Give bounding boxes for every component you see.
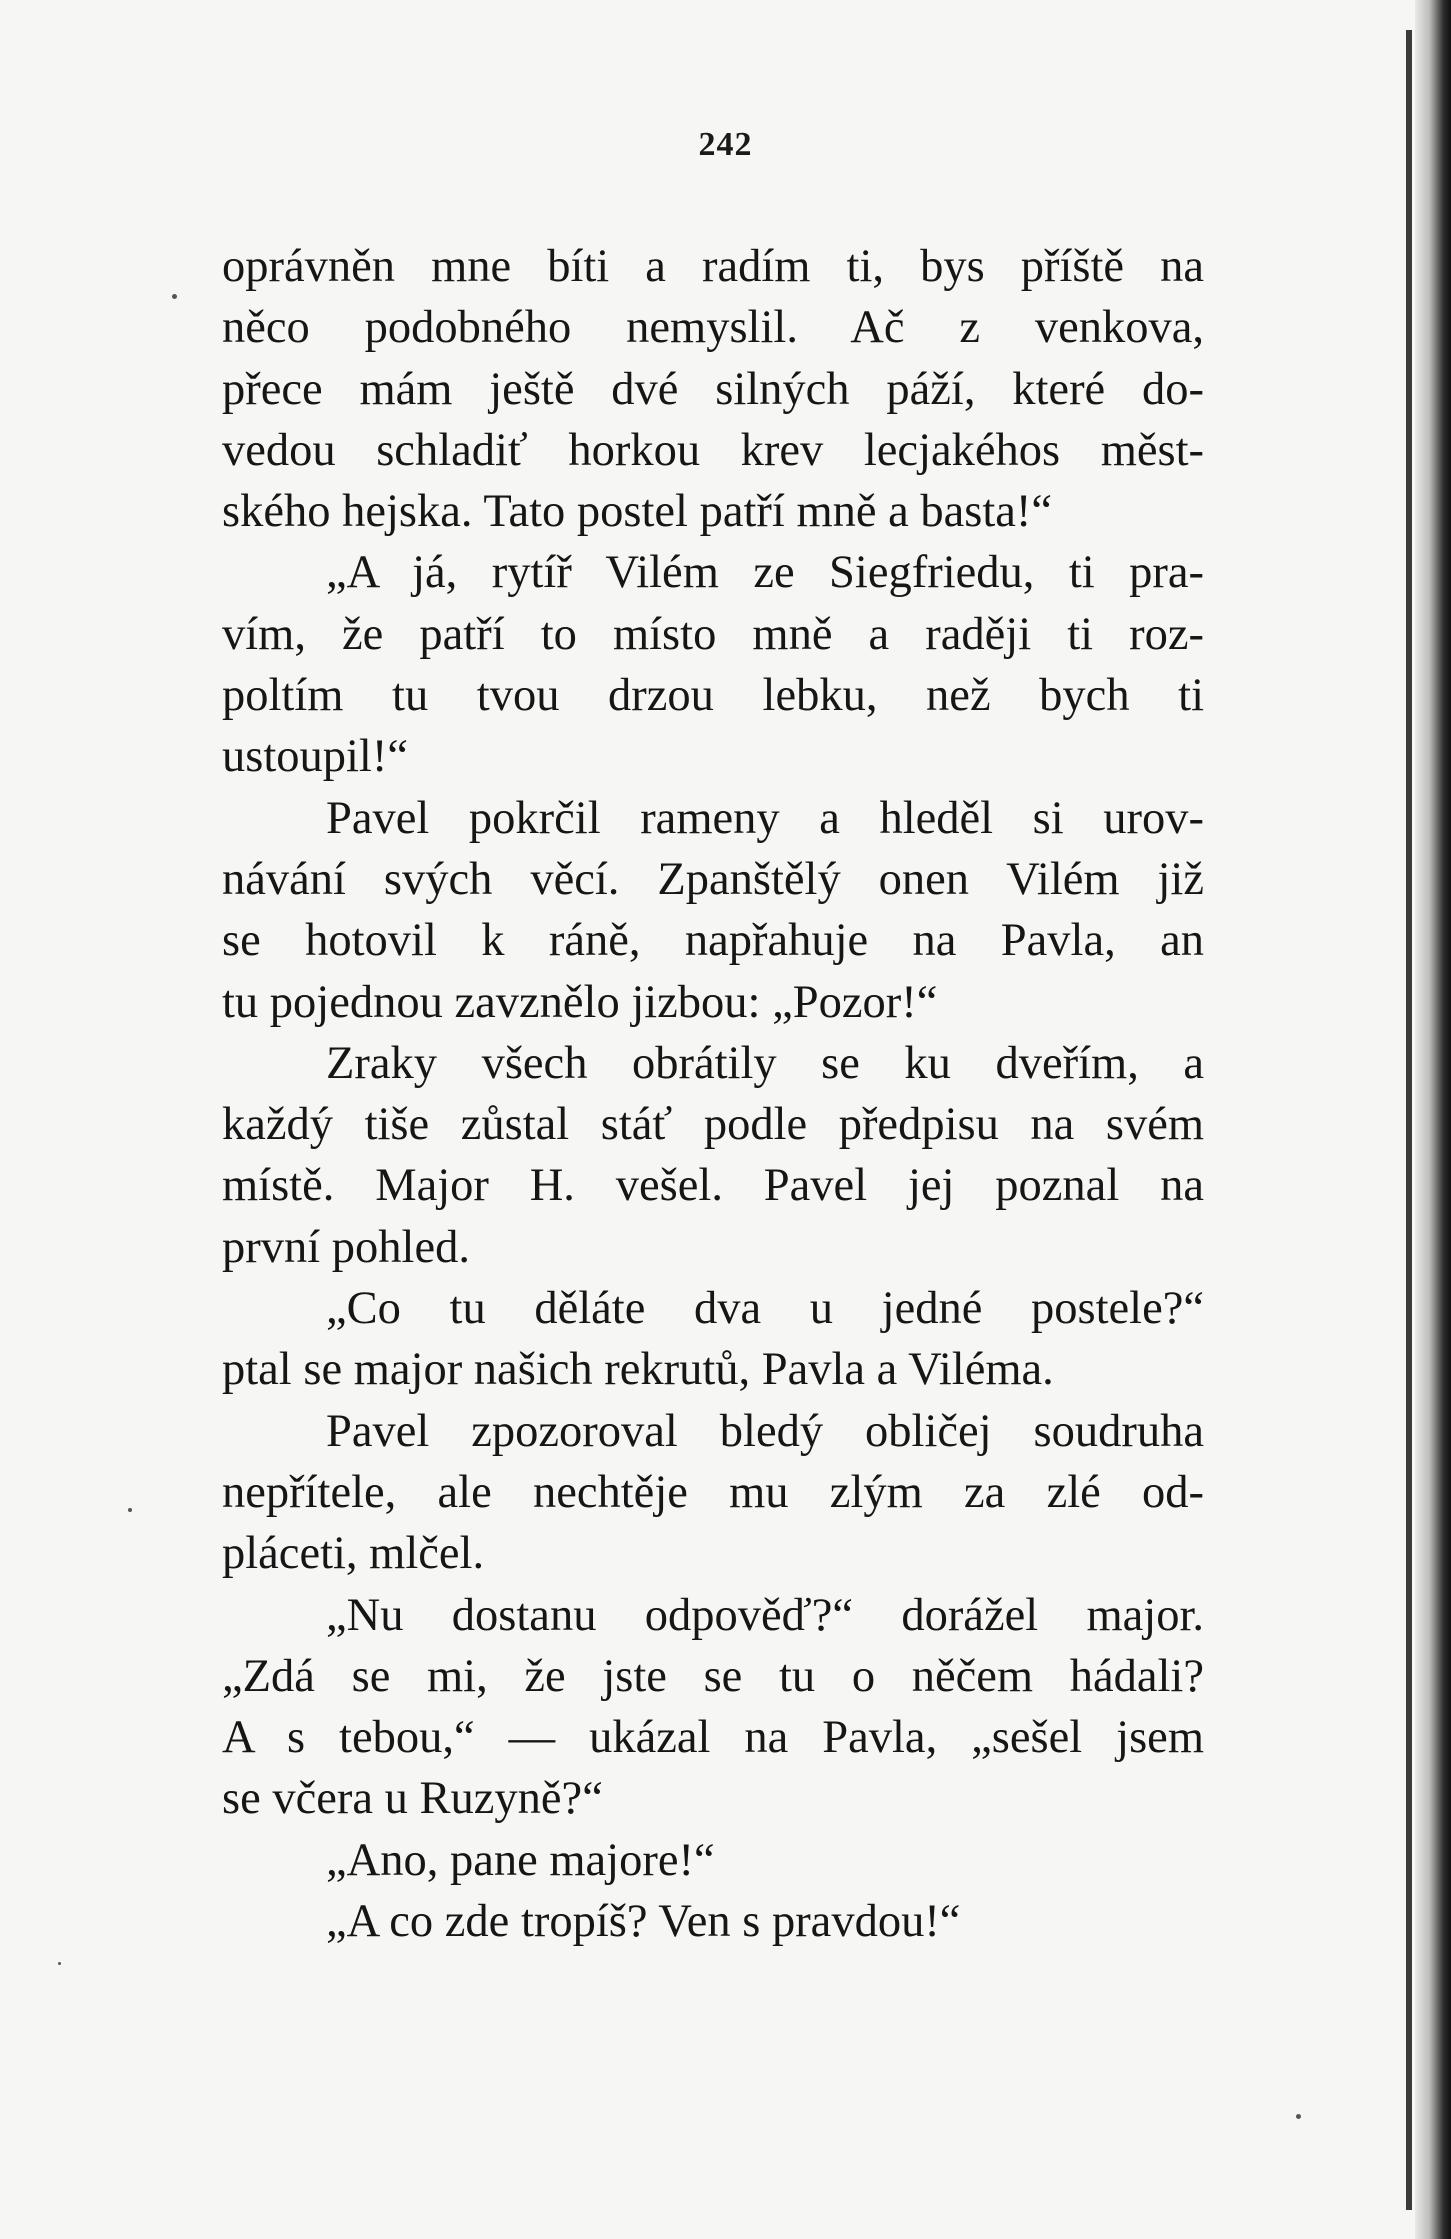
- text-line: vím, že patří to místo mně a raději ti roz-: [222, 608, 1204, 660]
- text-line: tu pojednou zavznělo jizbou: „Pozor!“: [222, 976, 938, 1028]
- text-line: pláceti, mlčel.: [222, 1528, 485, 1580]
- page-number: 242: [698, 126, 753, 163]
- text-line: „Co tu děláte dva u jedné postele?“: [326, 1283, 1204, 1335]
- text-line: ptal se major našich rekrutů, Pavla a Viléma.: [222, 1344, 1054, 1396]
- text-line: návání svých věcí. Zpanštělý onen Vilém již: [222, 853, 1204, 905]
- paper-speck: [58, 1962, 61, 1965]
- text-line: Zraky všech obrátily se ku dveřím, a: [326, 1037, 1204, 1089]
- text-line: Pavel zpozoroval bledý obličej soudruha: [326, 1405, 1204, 1457]
- text-line: se včera u Ruzyně?“: [222, 1773, 603, 1825]
- text-line: něco podobného nemyslil. Ač z venkova,: [222, 302, 1204, 354]
- text-line: vedou schladiť horkou krev lecjakéhos měst-: [222, 424, 1204, 476]
- paper-speck: [1296, 2114, 1301, 2119]
- text-line: Pavel pokrčil rameny a hleděl si urov-: [326, 792, 1204, 844]
- text-line: oprávněn mne bíti a radím ti, bys příště na: [222, 241, 1204, 292]
- text-line: „Nu dostanu odpověď?“ dorážel major.: [326, 1589, 1204, 1641]
- text-line: každý tiše zůstal stáť podle předpisu na svém: [222, 1099, 1204, 1151]
- text-line: první pohled.: [222, 1221, 470, 1273]
- binding-line: [1406, 30, 1412, 2210]
- text-line: „A co zde tropíš? Ven s pravdou!“: [326, 1896, 961, 1948]
- text-line: se hotovil k ráně, napřahuje na Pavla, an: [222, 915, 1204, 967]
- text-line: „Ano, pane majore!“: [326, 1834, 715, 1886]
- text-line: přece mám ještě dvé silných páží, které do-: [222, 363, 1204, 415]
- body-text: [222, 236, 1204, 1952]
- text-line: ustoupil!“: [222, 731, 408, 783]
- text-line: „Zdá se mi, že jste se tu o něčem hádali?: [222, 1650, 1204, 1702]
- text-line: místě. Major H. vešel. Pavel jej poznal na: [222, 1160, 1204, 1212]
- text-line: „A já, rytíř Vilém ze Siegfriedu, ti pra-: [326, 547, 1204, 599]
- text-line: nepřítele, ale nechtěje mu zlým za zlé od-: [222, 1466, 1204, 1518]
- text-line: poltím tu tvou drzou lebku, než bych ti: [222, 670, 1204, 722]
- paper-speck: [128, 1508, 132, 1512]
- text-line: ského hejska. Tato postel patří mně a basta!“: [222, 486, 1053, 538]
- paper-speck: [172, 294, 177, 299]
- page-binding-edge: [1415, 0, 1451, 2239]
- text-line: A s tebou,“ — ukázal na Pavla, „sešel jsem: [222, 1712, 1204, 1764]
